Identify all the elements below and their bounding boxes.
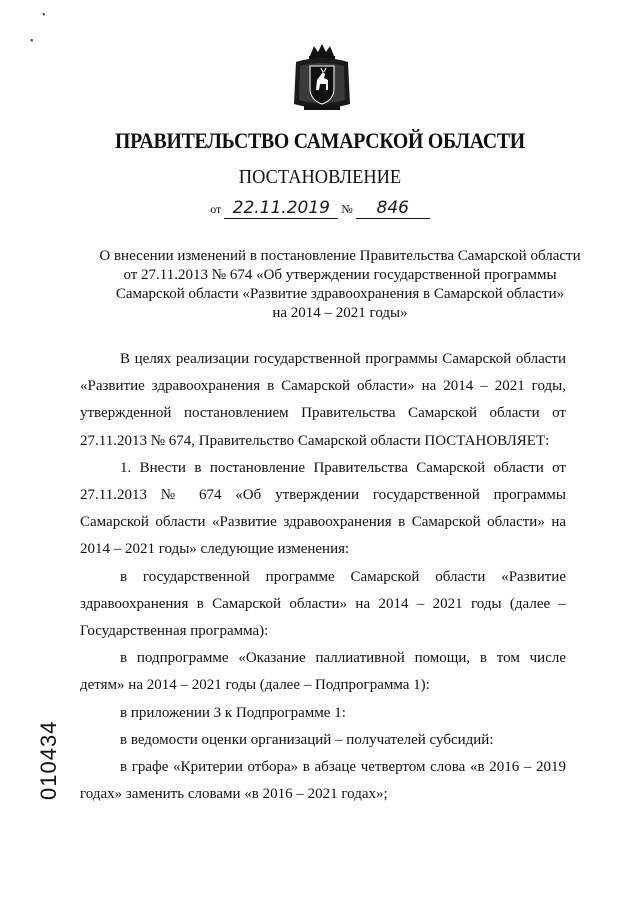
body-paragraph: 1. Внести в постановление Правительства Самарской области от 27.11.2013 № 674 «Об утверждении государственной программы Самарской области «Развитие здравоохранения в Самарской области» на 2014 – 2021 годы» следующие изменения:	[80, 459, 566, 558]
body-paragraph: в графе «Критерии отбора» в абзаце четвертом слова «в 2016 – 2019 годах» заменить словами «в 2016 – 2021 годах»;	[80, 759, 566, 803]
number-prefix: №	[341, 202, 353, 216]
document-body	[80, 346, 566, 808]
subject-line: О внесении изменений в постановление Правительства Самарской области	[99, 248, 581, 264]
subject-line: Самарской области «Развитие здравоохранения в Самарской области»	[115, 286, 565, 302]
body-paragraph: в государственной программе Самарской области «Развитие здравоохранения в Самарской области» на 2014 – 2021 годы (далее – Государственная программа):	[80, 568, 566, 640]
handwritten-number: 846	[356, 198, 430, 219]
scan-mark: •	[42, 10, 46, 21]
document-subject	[60, 247, 620, 323]
subject-line: на 2014 – 2021 годы»	[272, 305, 408, 321]
body-paragraph: В целях реализации государственной программы Самарской области «Развитие здравоохранения в Самарской области» на 2014 – 2021 годы, утвержденной постановлением Правительства Самарской области от 27.11.2013 № 674, Правительство Самарской области ПОСТАНОВЛЯЕТ:	[80, 351, 566, 449]
body-paragraph: в приложении 3 к Подпрограмме 1:	[120, 704, 346, 721]
body-paragraph: в подпрограмме «Оказание паллиативной помощи, в том числе детям» на 2014 – 2021 годы (далее – Подпрограмма 1):	[80, 650, 566, 694]
scan-mark: •	[30, 36, 34, 47]
handwritten-date: 22.11.2019	[224, 198, 338, 219]
body-paragraph: в ведомости оценки организаций – получателей субсидий:	[120, 731, 494, 748]
date-prefix: от	[210, 202, 222, 216]
coat-of-arms-icon	[290, 42, 354, 114]
government-title: ПРАВИТЕЛЬСТВО САМАРСКОЙ ОБЛАСТИ	[115, 128, 525, 153]
date-number-line	[0, 198, 640, 219]
subject-line: от 27.11.2013 № 674 «Об утверждении государственной программы	[123, 267, 557, 283]
document-type: ПОСТАНОВЛЕНИЕ	[238, 166, 402, 188]
side-serial-number: 010434	[36, 720, 61, 800]
